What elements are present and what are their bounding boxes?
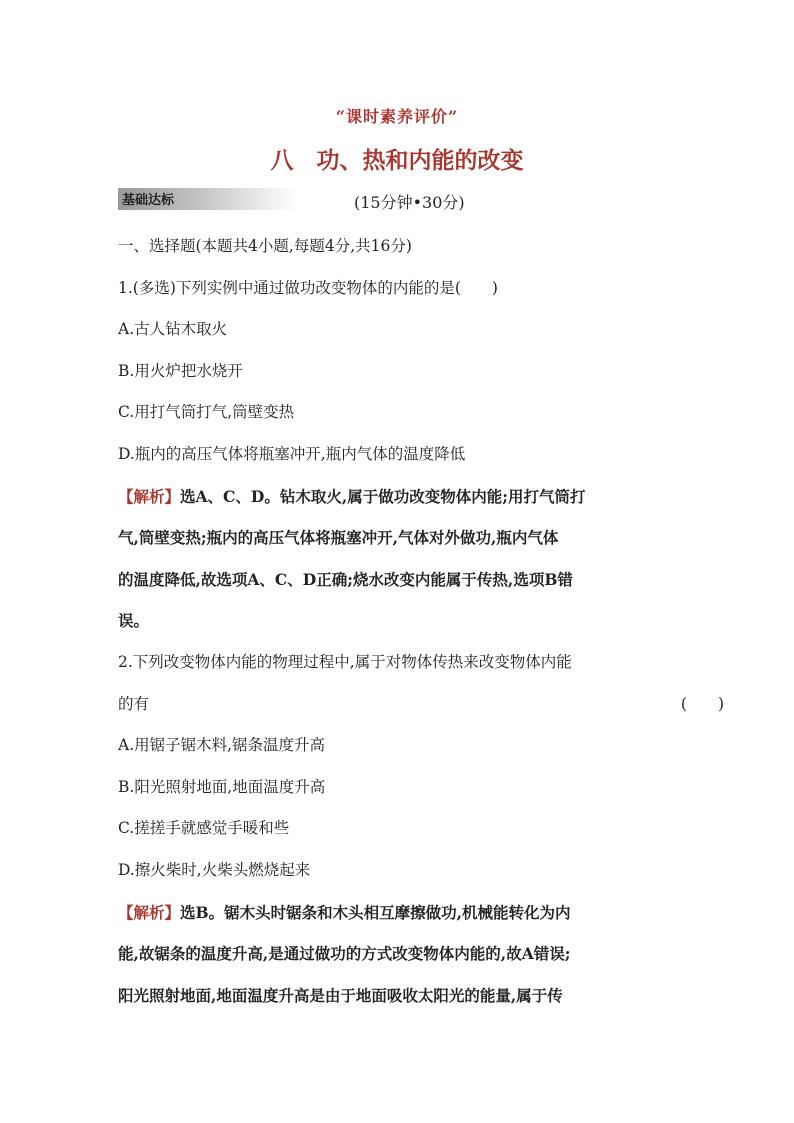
series-title: “课时素养评价”: [335, 107, 459, 126]
section-heading: 一、选择题(本题共4小题,每题4分,共16分): [118, 237, 412, 255]
question-2-option-b: B.阳光照射地面,地面温度升高: [118, 777, 326, 796]
question-2-option-a: A.用锯子锯木料,锯条温度升高: [118, 736, 326, 755]
question-1-analysis-line-4: 误。: [118, 611, 150, 631]
question-1-option-c: C.用打气筒打气,筒壁变热: [118, 403, 295, 422]
question-content: [118, 226, 726, 1016]
question-1-analysis-line-1: [118, 476, 726, 518]
question-2-stem-line-2: [118, 684, 726, 726]
question-2-option-d: D.擦火柴时,火柴头燃烧起来: [118, 860, 311, 879]
question-1-option-b: B.用火炉把水烧开: [118, 361, 243, 380]
section-badge-label: 基础达标: [122, 193, 175, 208]
question-2-analysis-line-3: 阳光照射地面,地面温度升高是由于地面吸收太阳光的能量,属于传: [118, 985, 563, 1005]
question-1-stem: 1.(多选)下列实例中通过做功改变物体的内能的是( ): [118, 278, 498, 297]
question-2-stem-line-1: 2.下列改变物体内能的物理过程中,属于对物体传热来改变物体内能: [118, 652, 572, 671]
section-badge: [118, 188, 300, 210]
question-2-option-c: C.搓搓手就感觉手暖和些: [118, 819, 290, 838]
question-1-analysis-line-2: 气,筒壁变热;瓶内的高压气体将瓶塞冲开,气体对外做功,瓶内气体: [118, 528, 559, 548]
analysis-text: 选B。锯木头时锯条和木头相互摩擦做功,机械能转化为内: [180, 902, 571, 922]
question-1-analysis-line-3: 的温度降低,故选项A、C、D正确;烧水改变内能属于传热,选项B错: [118, 569, 573, 589]
answer-parenthesis: ( ): [680, 694, 724, 713]
analysis-tag: 【解析】: [118, 486, 181, 506]
question-1-option-d: D.瓶内的高压气体将瓶塞冲开,瓶内气体的温度降低: [118, 444, 466, 463]
question-2-analysis-line-2: 能,故锯条的温度升高,是通过做功的方式改变物体内能的,故A错误;: [118, 944, 571, 964]
lesson-title: 八 功、热和内能的改变: [270, 147, 524, 174]
question-2-stem-tail: 的有: [118, 694, 150, 713]
question-1-option-a: A.古人钻木取火: [118, 320, 228, 339]
time-score-label: (15分钟•30分): [354, 193, 465, 212]
question-2-analysis-line-1: [118, 892, 726, 934]
analysis-tag: 【解析】: [118, 902, 181, 922]
analysis-text: 选A、C、D。钻木取火,属于做功改变物体内能;用打气筒打: [180, 486, 586, 506]
